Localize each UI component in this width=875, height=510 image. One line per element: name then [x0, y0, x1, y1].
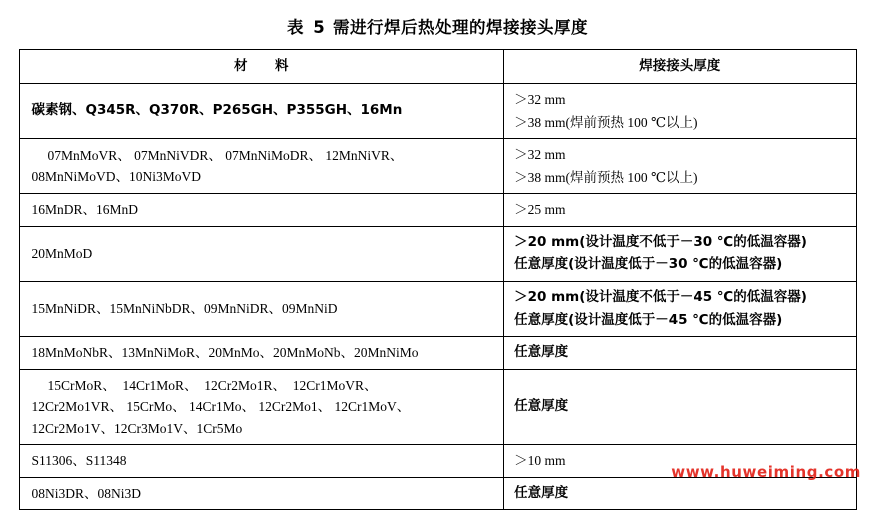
pwht-thickness-table [19, 49, 857, 510]
material-cell [19, 226, 504, 281]
thickness-line: ＞32 mm [514, 92, 566, 107]
thickness-line: ＞38 mm(焊前预热 100 ℃以上) [514, 114, 698, 130]
thickness-line: 任意厚度 [514, 484, 569, 501]
thickness-cell [504, 369, 856, 445]
thickness-line: ＞20 mm(设计温度不低于－30 ℃的低温容器) [514, 233, 807, 250]
thickness-line: ＞32 mm [514, 147, 566, 163]
table-row [19, 369, 856, 445]
thickness-cell [504, 84, 856, 139]
thickness-line: ＞38 mm(焊前预热 100 ℃以上) [514, 169, 698, 185]
material-cell [19, 369, 504, 445]
material-cell [19, 337, 504, 370]
material-line: 07MnMoVR、 07MnNiVDR、 07MnNiMoDR、 12MnNiVR、 [47, 147, 404, 163]
table-row [19, 226, 856, 281]
table-header [19, 50, 856, 84]
page-title [0, 0, 875, 49]
material-cell [19, 84, 504, 139]
table-row [19, 477, 856, 510]
material-cell [19, 281, 504, 336]
material-cell [19, 194, 504, 227]
thickness-cell [504, 226, 856, 281]
material-line: 碳素钢、Q345R、Q370R、P265GH、P355GH、16Mn [31, 102, 403, 119]
material-line: 12Cr2Mo1V、12Cr3Mo1V、1Cr5Mo [31, 420, 243, 436]
thickness-cell [504, 281, 856, 336]
thickness-cell [504, 337, 856, 370]
material-line: 20MnMoD [31, 246, 93, 262]
material-line: 08Ni3DR、08Ni3D [31, 485, 142, 501]
table-number: 表 5 [287, 18, 327, 37]
table-row [19, 84, 856, 139]
thickness-line: ＞20 mm(设计温度不低于－45 ℃的低温容器) [514, 288, 807, 305]
table-row [19, 139, 856, 194]
thickness-line: 任意厚度 [514, 398, 569, 415]
thickness-cell [504, 194, 856, 227]
table-row [19, 194, 856, 227]
material-cell [19, 477, 504, 510]
material-line: 18MnMoNbR、13MnNiMoR、20MnMo、20MnMoNb、20MnNiMo [31, 345, 419, 361]
material-line: 15MnNiDR、15MnNiNbDR、09MnNiDR、09MnNiD [31, 301, 338, 317]
watermark: www.huweiming.com [671, 463, 861, 481]
thickness-line: ＞10 mm [514, 453, 566, 469]
table-header-row [19, 50, 856, 84]
table-body [19, 84, 856, 510]
column-header-thickness: 焊接接头厚度 [504, 50, 856, 84]
thickness-line: 任意厚度(设计温度低于－30 ℃的低温容器) [514, 256, 783, 273]
material-cell [19, 445, 504, 478]
table-title-text: 需进行焊后热处理的焊接接头厚度 [332, 18, 588, 37]
thickness-cell [504, 477, 856, 510]
table-row [19, 281, 856, 336]
material-line: 08MnNiMoVD、10Ni3MoVD [31, 169, 202, 185]
material-line: 16MnDR、16MnD [31, 202, 139, 218]
table-row [19, 337, 856, 370]
material-line: 12Cr2Mo1VR、 15CrMo、 14Cr1Mo、 12Cr2Mo1、 12Cr1MoV、 [31, 399, 411, 415]
thickness-cell [504, 139, 856, 194]
thickness-line: ＞25 mm [514, 202, 566, 218]
thickness-line: 任意厚度(设计温度低于－45 ℃的低温容器) [514, 311, 783, 328]
material-line: S11306、S11348 [31, 453, 127, 469]
column-header-material: 材 料 [19, 50, 504, 84]
material-cell [19, 139, 504, 194]
material-line: 15CrMoR、 14Cr1MoR、 12Cr2Mo1R、 12Cr1MoVR、 [47, 377, 378, 393]
thickness-line: 任意厚度 [514, 344, 569, 361]
